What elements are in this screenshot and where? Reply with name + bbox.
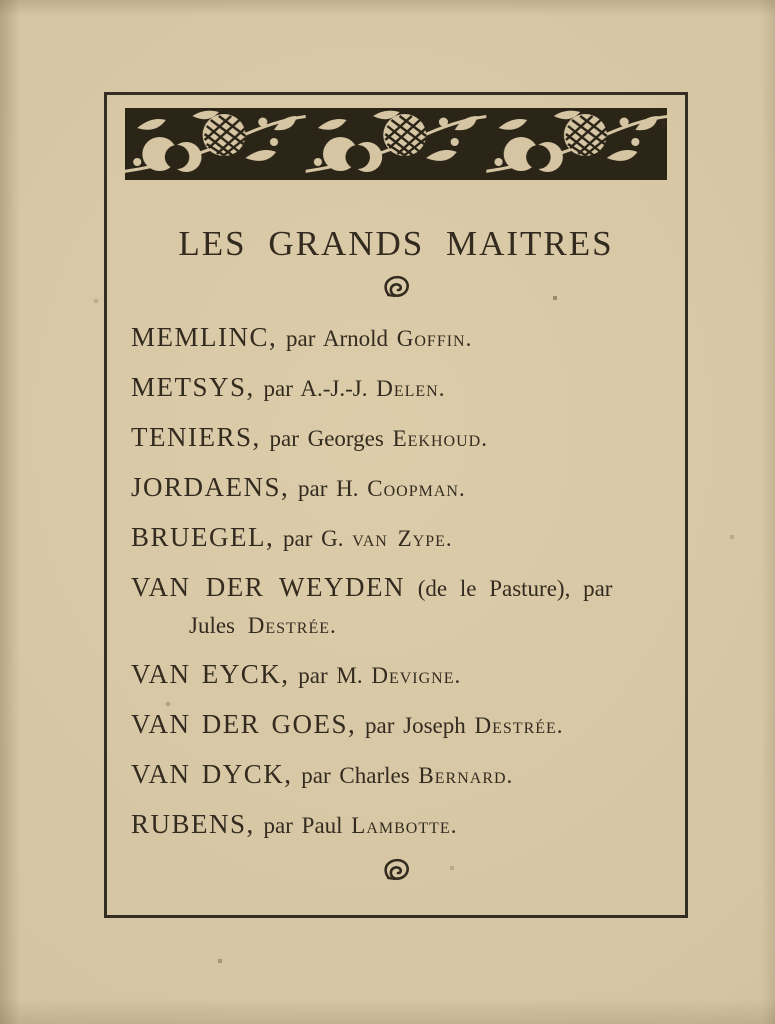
entry-segment: Destrée [474, 713, 557, 738]
entry-segment: VAN DER WEYDEN [131, 572, 405, 602]
entry-segment: . [458, 476, 465, 501]
entry-segment: Destrée [247, 613, 331, 638]
entry-segment: par Joseph [356, 713, 475, 738]
entry-segment: . [506, 763, 513, 788]
catalog-entry [131, 707, 661, 746]
entry-segment: . [465, 326, 472, 351]
entry-segment: par Georges [260, 426, 393, 451]
entry-segment: par Paul [254, 813, 352, 838]
catalog-entry [131, 757, 661, 796]
entry-segment: par G. [274, 526, 353, 551]
entry-segment: Lambotte [351, 813, 451, 838]
catalog-entry [131, 520, 661, 559]
entry-segment: . [330, 613, 336, 638]
entry-segment: par Arnold [277, 326, 397, 351]
entry-segment: Coopman [367, 476, 459, 501]
entry-segment: . [454, 663, 461, 688]
entry-segment: . [481, 426, 487, 451]
entry-segment: Devigne [371, 663, 455, 688]
catalog-entry [131, 470, 661, 509]
page-title: LES GRANDS MAITRES [178, 224, 614, 263]
catalog-entry [131, 657, 661, 696]
entry-segment: MEMLINC, [131, 322, 278, 352]
entry-segment: Delen [376, 376, 439, 401]
entry-segment: VAN DER GOES, [131, 709, 357, 739]
page-border-frame [104, 92, 688, 918]
entry-segment: VAN DYCK, [131, 759, 293, 789]
spiral-fleuron-icon [382, 274, 410, 298]
headband-woodcut-graphic [125, 108, 667, 180]
fleuron-ornament-bottom [107, 857, 685, 881]
entry-segment: (de le Pasture), par [405, 576, 613, 601]
entry-segment: Eekhoud [392, 426, 482, 451]
entry-segment: . [556, 713, 563, 738]
catalog-entry [131, 370, 661, 409]
entry-segment: TENIERS, [131, 422, 261, 452]
catalog-entry [131, 320, 661, 359]
entry-segment: Bernard [418, 763, 507, 788]
paper-speckles [0, 0, 2, 2]
entry-segment: par Charles [292, 763, 419, 788]
entry-segment: Jules [189, 613, 248, 638]
ornamental-headband [125, 108, 667, 180]
entry-segment: par M. [289, 663, 372, 688]
entry-segment: BRUEGEL, [131, 522, 275, 552]
entry-segment: van Zype [352, 526, 446, 551]
catalog-entry [131, 420, 661, 459]
entry-segment: par H. [289, 476, 368, 501]
entry-segment: JORDAENS, [131, 472, 290, 502]
entry-segment: Goffin [396, 326, 466, 351]
entry-segment: . [445, 526, 452, 551]
entry-segment: . [438, 376, 445, 401]
entry-segment: METSYS, [131, 372, 255, 402]
entry-segment: RUBENS, [131, 809, 255, 839]
fleuron-ornament-top [107, 274, 685, 298]
entries-list [131, 320, 661, 846]
entry-segment: VAN EYCK, [131, 659, 290, 689]
catalog-entry [131, 807, 661, 846]
entry-segment: . [450, 813, 457, 838]
spiral-fleuron-icon [382, 857, 410, 881]
entry-segment: par A.-J.-J. [254, 376, 377, 401]
catalog-entry [131, 570, 661, 646]
